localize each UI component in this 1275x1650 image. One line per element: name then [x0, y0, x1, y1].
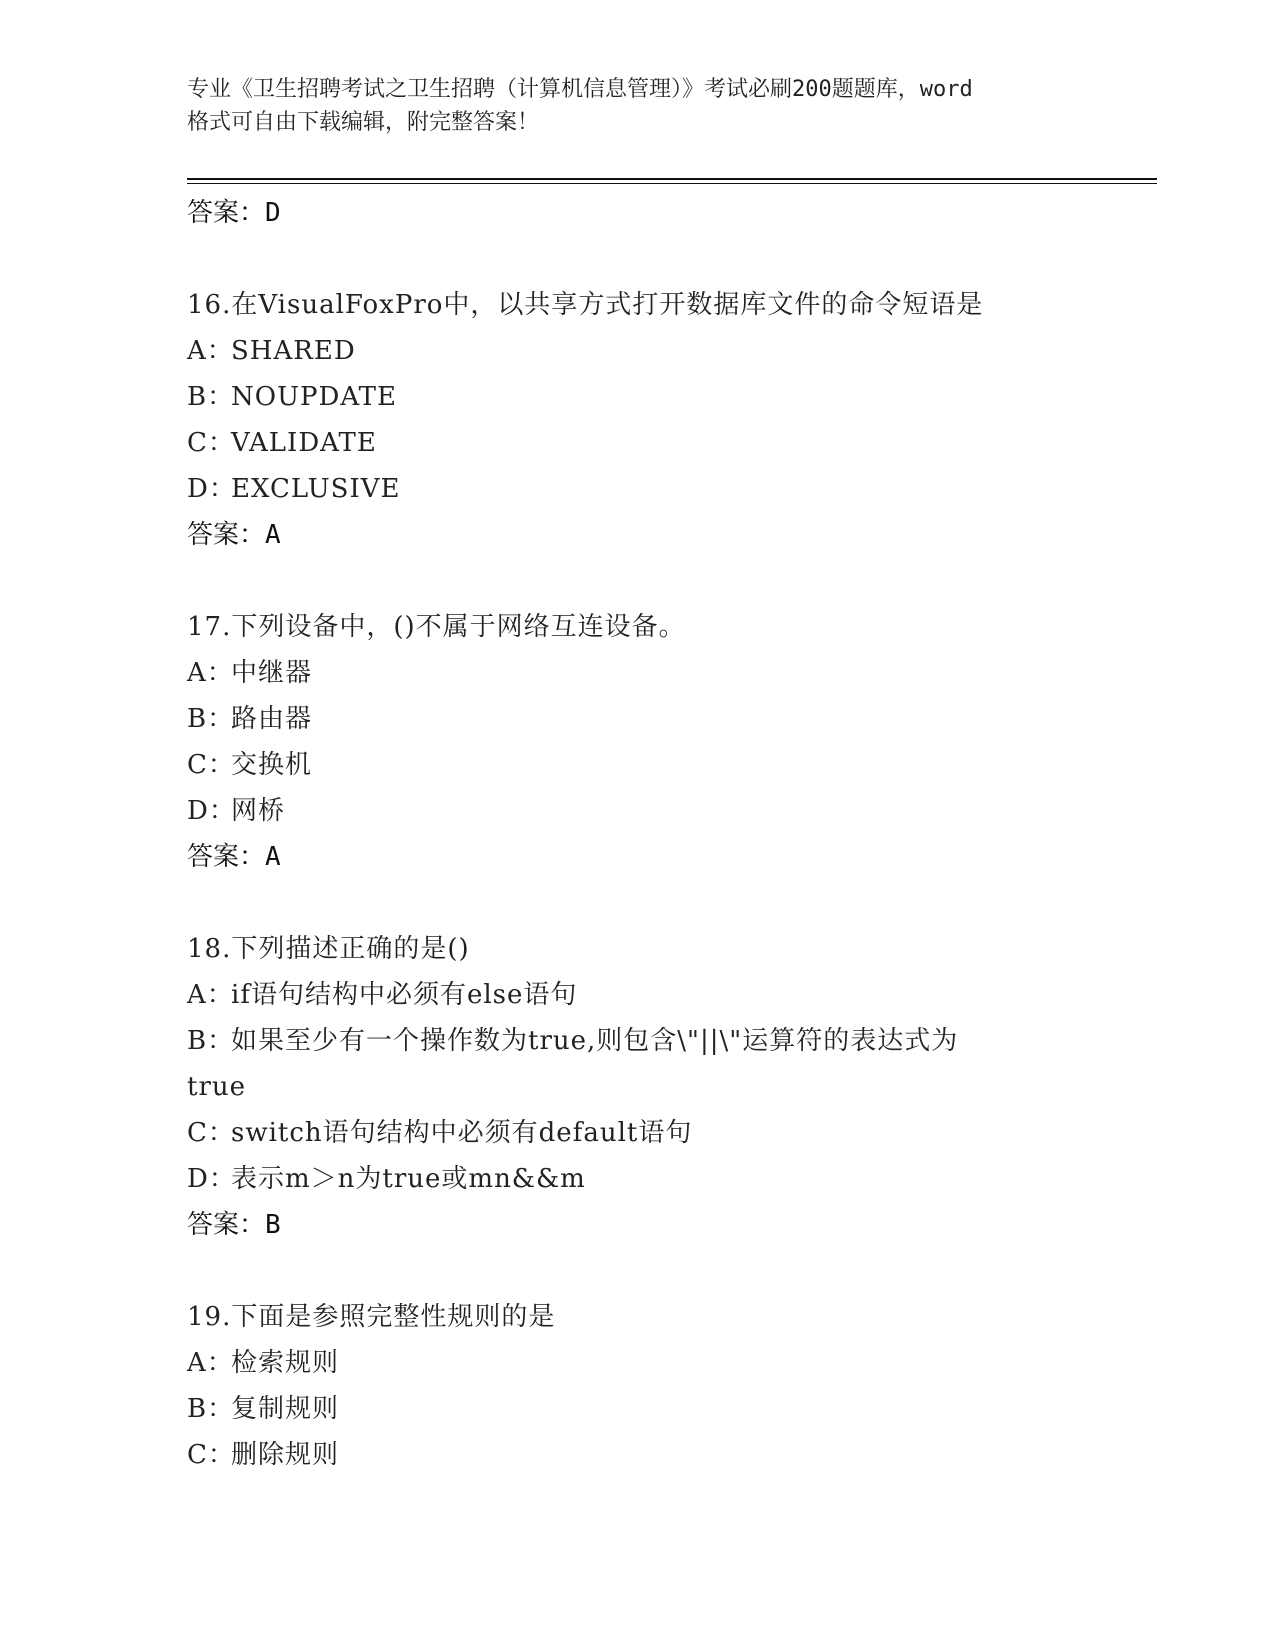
option-key: B： [187, 704, 235, 734]
option-key: C： [187, 1440, 235, 1470]
header-divider [187, 178, 1157, 184]
question-list [187, 190, 1157, 1478]
option-a [187, 650, 1157, 696]
option-key: D： [187, 1164, 236, 1194]
option-text: 中继器 [231, 658, 313, 688]
option-b [187, 374, 1157, 420]
option-c [187, 1110, 1157, 1156]
option-b [187, 1386, 1157, 1432]
option-text: if语句结构中必须有else语句 [231, 980, 578, 1010]
option-c [187, 742, 1157, 788]
option-key: C： [187, 428, 235, 458]
option-key: A： [187, 336, 234, 366]
option-text: 删除规则 [231, 1440, 340, 1470]
option-text: 路由器 [231, 704, 313, 734]
question-item [187, 1294, 1157, 1478]
answer-line: 答案：A [187, 520, 281, 550]
option-text: 表示m＞n为true或mn&&m [231, 1164, 586, 1194]
option-text: 检索规则 [231, 1348, 340, 1378]
question-title: 17.下列设备中，()不属于网络互连设备。 [187, 612, 686, 642]
option-d [187, 1156, 1157, 1202]
option-a [187, 328, 1157, 374]
option-key: D： [187, 796, 236, 826]
option-b [187, 696, 1157, 742]
option-text: VALIDATE [231, 428, 377, 458]
option-text: switch语句结构中必须有default语句 [231, 1118, 693, 1148]
question-item [187, 282, 1157, 558]
option-b [187, 1018, 1157, 1110]
option-text: 网桥 [231, 796, 286, 826]
option-key: A： [187, 658, 234, 688]
question-item [187, 604, 1157, 880]
option-key: B： [187, 1394, 235, 1424]
option-key: C： [187, 750, 235, 780]
header-line-1: 专业《卫生招聘考试之卫生招聘（计算机信息管理）》考试必刷200题题库，word [187, 77, 973, 102]
document-header [187, 73, 1097, 139]
answer-line: 答案：B [187, 1210, 281, 1240]
option-d [187, 788, 1157, 834]
option-text: 复制规则 [231, 1394, 340, 1424]
option-key: B： [187, 1026, 235, 1056]
option-text: SHARED [231, 336, 356, 366]
option-d [187, 466, 1157, 512]
option-key: D： [187, 474, 236, 504]
answer-line: 答案：D [187, 198, 281, 228]
option-c [187, 420, 1157, 466]
option-a [187, 972, 1157, 1018]
option-text-continued: true [187, 1072, 247, 1102]
option-text: NOUPDATE [231, 382, 397, 412]
option-a [187, 1340, 1157, 1386]
question-title: 16.在VisualFoxPro中，以共享方式打开数据库文件的命令短语是 [187, 290, 984, 320]
question-title: 19.下面是参照完整性规则的是 [187, 1302, 556, 1332]
option-text: 如果至少有一个操作数为true,则包含\"||\"运算符的表达式为 [231, 1026, 959, 1056]
question-item [187, 926, 1157, 1248]
answer-line: 答案：A [187, 842, 281, 872]
question-title: 18.下列描述正确的是() [187, 934, 470, 964]
option-key: C： [187, 1118, 235, 1148]
option-text: EXCLUSIVE [231, 474, 401, 504]
option-key: B： [187, 382, 235, 412]
option-key: A： [187, 980, 234, 1010]
option-text: 交换机 [231, 750, 313, 780]
header-line-2: 格式可自由下载编辑，附完整答案！ [187, 110, 540, 135]
option-c [187, 1432, 1157, 1478]
option-key: A： [187, 1348, 234, 1378]
